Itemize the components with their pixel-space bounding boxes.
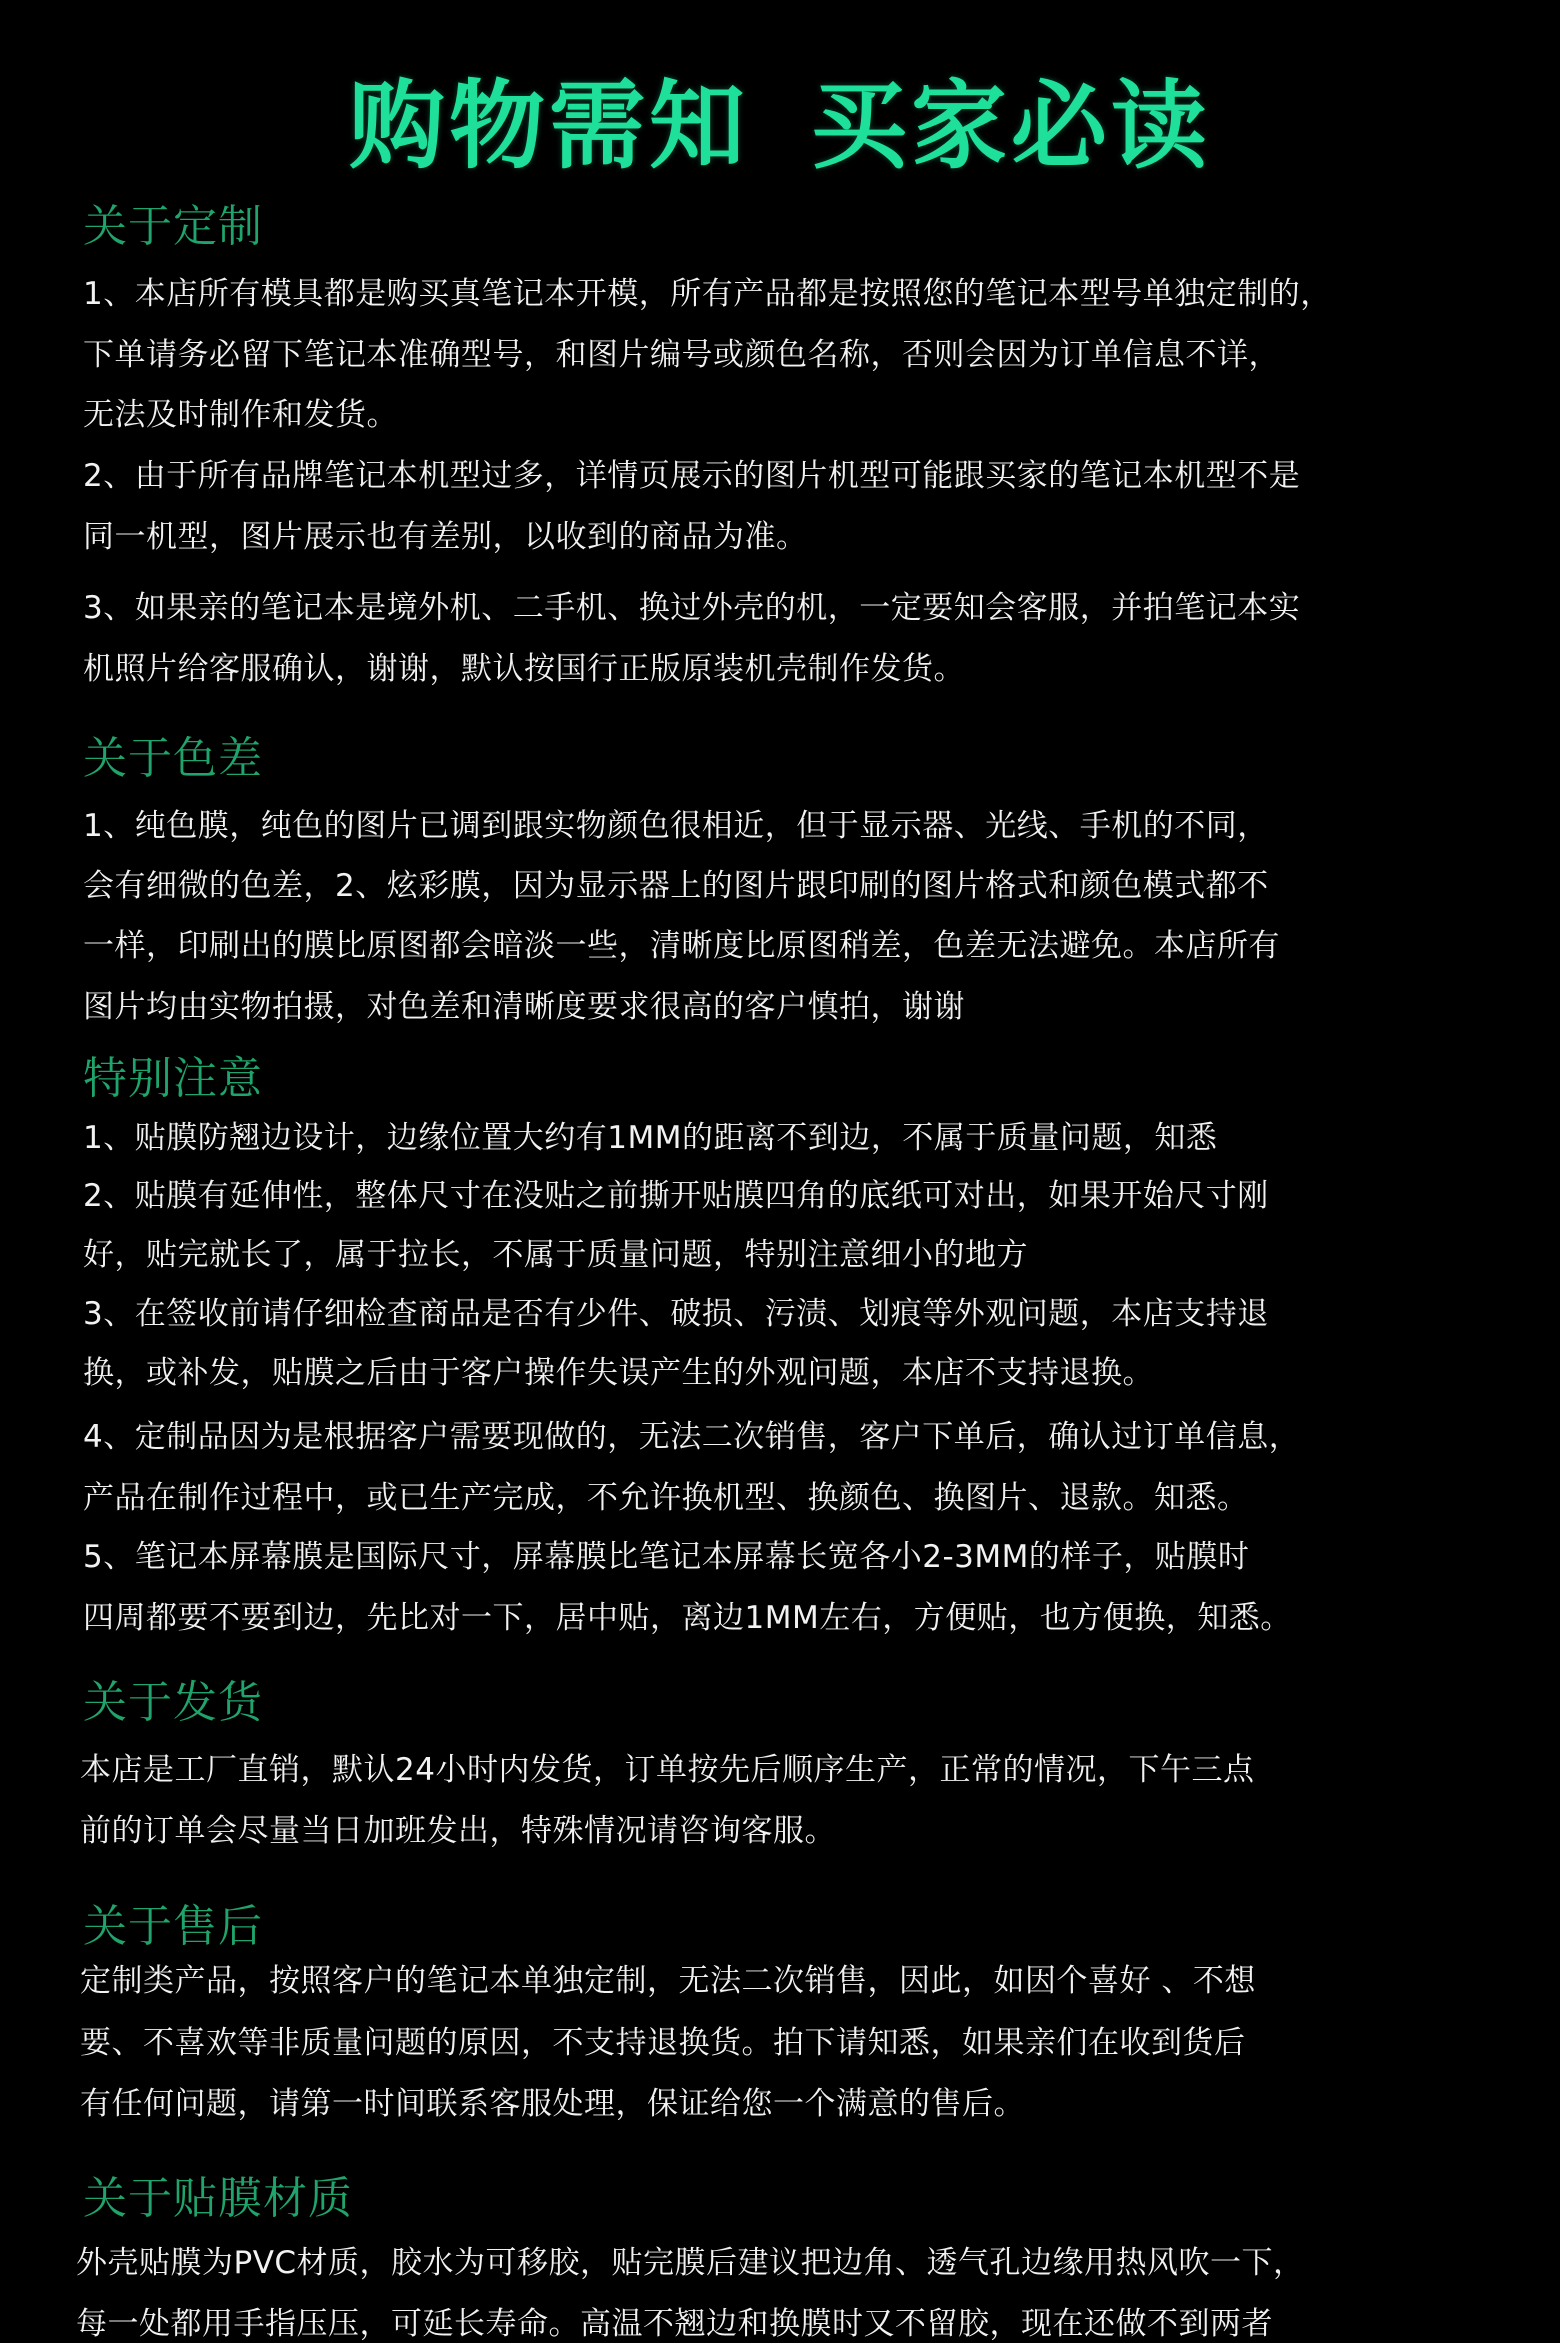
- section-heading: 关于售后: [83, 1901, 263, 1952]
- section-heading: 关于定制: [83, 201, 263, 252]
- body-line: 2、贴膜有延伸性，整体尺寸在没贴之前撕开贴膜四角的底纸可对出，如果开始尺寸刚: [83, 1178, 1269, 1214]
- body-line: 要、不喜欢等非质量问题的原因，不支持退换货。拍下请知悉，如果亲们在收到货后: [80, 2025, 1246, 2061]
- body-line: 图片均由实物拍摄，对色差和清晰度要求很高的客户慎拍，谢谢: [83, 989, 965, 1025]
- body-line: 同一机型，图片展示也有差别，以收到的商品为准。: [83, 519, 808, 555]
- body-line: 3、在签收前请仔细检查商品是否有少件、破损、污渍、划痕等外观问题，本店支持退: [83, 1296, 1269, 1332]
- section-heading: 特别注意: [83, 1053, 263, 1104]
- body-line: 3、如果亲的笔记本是境外机、二手机、换过外壳的机，一定要知会客服，并拍笔记本实: [83, 590, 1301, 626]
- body-line: 好，贴完就长了，属于拉长，不属于质量问题，特别注意细小的地方: [83, 1237, 1028, 1273]
- section-heading: 关于发货: [83, 1677, 263, 1728]
- body-line: 产品在制作过程中，或已生产完成，不允许换机型、换颜色、换图片、退款。知悉。: [83, 1480, 1249, 1516]
- body-line: 5、笔记本屏幕膜是国际尺寸，屏幕膜比笔记本屏幕长宽各小2-3MM的样子，贴膜时: [83, 1539, 1250, 1575]
- body-line: 1、贴膜防翘边设计，边缘位置大约有1MM的距离不到边，不属于质量问题，知悉: [83, 1120, 1218, 1156]
- body-line: 换，或补发，贴膜之后由于客户操作失误产生的外观问题，本店不支持退换。: [83, 1355, 1154, 1391]
- page-title: [0, 50, 1560, 187]
- body-line: 2、由于所有品牌笔记本机型过多，详情页展示的图片机型可能跟买家的笔记本机型不是: [83, 458, 1301, 494]
- body-line: 1、纯色膜，纯色的图片已调到跟实物颜色很相近，但于显示器、光线、手机的不同，: [83, 808, 1269, 844]
- body-line: 无法及时制作和发货。: [83, 397, 398, 433]
- body-line: 每一处都用手指压压，可延长寿命。高温不翘边和换膜时又不留胶，现在还做不到两者: [76, 2306, 1273, 2342]
- body-line: 有任何问题，请第一时间联系客服处理，保证给您一个满意的售后。: [80, 2086, 1025, 2122]
- body-line: 四周都要不要到边，先比对一下，居中贴，离边1MM左右，方便贴，也方便换，知悉。: [83, 1600, 1292, 1636]
- page-title-part-1: 购物需知: [349, 70, 749, 182]
- body-line: 下单请务必留下笔记本准确型号，和图片编号或颜色名称，否则会因为订单信息不详，: [83, 337, 1280, 373]
- body-line: 一样，印刷出的膜比原图都会暗淡一些，清晰度比原图稍差，色差无法避免。本店所有: [83, 928, 1280, 964]
- body-line: 外壳贴膜为PVC材质，胶水为可移胶，贴完膜后建议把边角、透气孔边缘用热风吹一下，: [76, 2245, 1305, 2281]
- body-line: 定制类产品，按照客户的笔记本单独定制，无法二次销售，因此，如因个喜好 、不想: [80, 1963, 1256, 1999]
- section-heading: 关于贴膜材质: [83, 2173, 353, 2224]
- page-title-part-2: 买家必读: [811, 70, 1211, 182]
- section-heading: 关于色差: [83, 733, 263, 784]
- body-line: 1、本店所有模具都是购买真笔记本开模，所有产品都是按照您的笔记本型号单独定制的，: [83, 276, 1332, 312]
- body-line: 本店是工厂直销，默认24小时内发货，订单按先后顺序生产，正常的情况，下午三点: [80, 1752, 1255, 1788]
- body-line: 4、定制品因为是根据客户需要现做的，无法二次销售，客户下单后，确认过订单信息，: [83, 1419, 1301, 1455]
- body-line: 会有细微的色差，2、炫彩膜，因为显示器上的图片跟印刷的图片格式和颜色模式都不: [83, 868, 1269, 904]
- body-line: 机照片给客服确认，谢谢，默认按国行正版原装机壳制作发货。: [83, 651, 965, 687]
- body-line: 前的订单会尽量当日加班发出，特殊情况请咨询客服。: [80, 1813, 836, 1849]
